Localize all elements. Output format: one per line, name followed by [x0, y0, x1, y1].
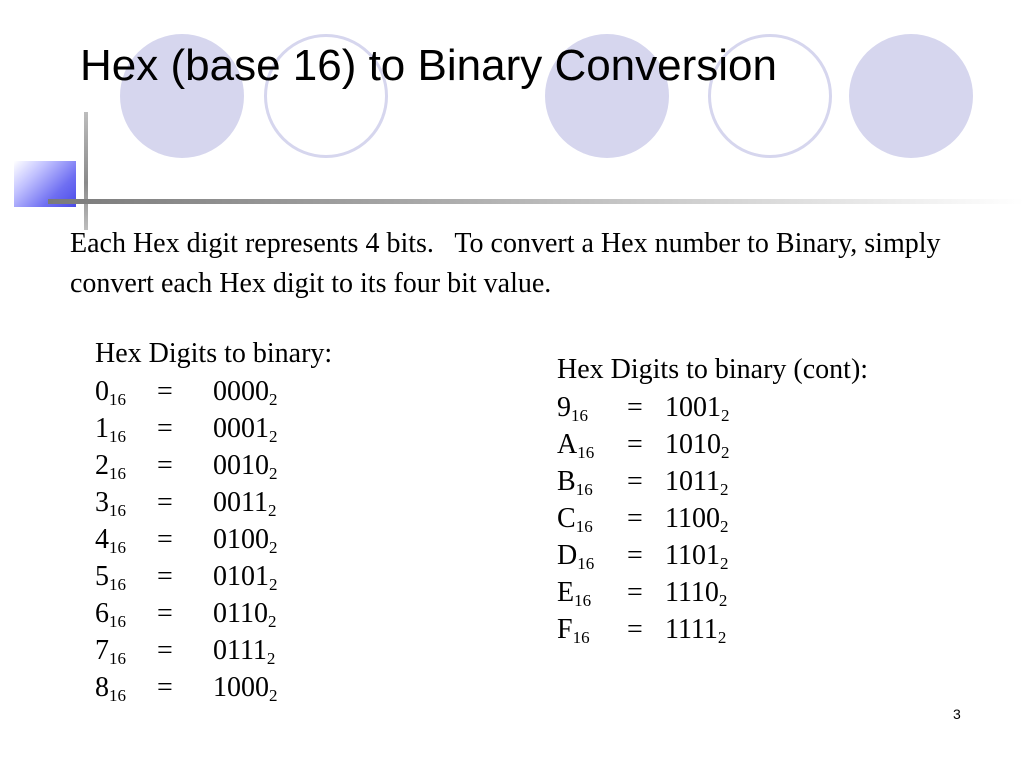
binary-value [213, 413, 278, 445]
binary-digits: 1100 [665, 503, 720, 534]
hex-value: 8 [95, 672, 109, 703]
table-rows [95, 372, 332, 705]
equals-sign: = [627, 503, 643, 534]
hex-value: B [557, 466, 576, 497]
hex-digit [95, 672, 126, 704]
hex-base: 16 [574, 591, 592, 610]
table-row [95, 372, 332, 409]
page-number: 3 [953, 706, 961, 722]
equals-sign: = [157, 487, 173, 518]
hex-base: 16 [109, 538, 126, 557]
equals-sign: = [157, 561, 173, 592]
vertical-divider [84, 112, 88, 230]
hex-value: 2 [95, 450, 109, 481]
hex-base: 16 [109, 575, 126, 594]
intro-paragraph: Each Hex digit represents 4 bits. To convert a Hex number to Binary, simply convert each Hex digit to its four bit value. [70, 228, 948, 299]
hex-value: 7 [95, 635, 109, 666]
binary-value [665, 614, 726, 646]
hex-digit [95, 524, 126, 556]
binary-base: 2 [719, 480, 729, 499]
binary-digits: 1010 [665, 429, 721, 460]
binary-value [213, 524, 278, 556]
binary-value [213, 561, 278, 593]
binary-digits: 0100 [213, 524, 269, 555]
binary-base: 2 [269, 390, 278, 409]
table-row [557, 499, 868, 536]
binary-value [665, 392, 730, 424]
binary-value [665, 429, 730, 461]
binary-digits: 1110 [665, 577, 719, 608]
binary-base: 2 [269, 464, 278, 483]
binary-base: 2 [269, 575, 278, 594]
binary-value [213, 672, 278, 704]
binary-value [213, 487, 276, 519]
binary-digits: 0011 [213, 487, 268, 518]
binary-base: 2 [719, 554, 729, 573]
hex-base: 16 [109, 501, 126, 520]
equals-sign: = [157, 413, 173, 444]
equals-sign: = [157, 598, 173, 629]
hex-value: 4 [95, 524, 109, 555]
hex-digit [557, 466, 593, 498]
hex-value: 0 [95, 376, 109, 407]
equals-sign: = [157, 672, 173, 703]
binary-value [213, 376, 278, 408]
hex-table-left [95, 336, 332, 705]
binary-base: 2 [717, 628, 727, 647]
binary-base: 2 [721, 443, 730, 462]
binary-digits: 0110 [213, 598, 268, 629]
binary-value [213, 635, 275, 667]
binary-digits: 1101 [665, 540, 720, 571]
horizontal-divider [48, 199, 1024, 204]
table-row [95, 594, 332, 631]
hex-base: 16 [109, 464, 126, 483]
binary-digits: 0010 [213, 450, 269, 481]
equals-sign: = [627, 429, 643, 460]
table-row [557, 610, 868, 647]
table-row [557, 462, 868, 499]
hex-digit [557, 392, 588, 424]
hex-base: 16 [575, 480, 593, 499]
table-row [95, 557, 332, 594]
binary-base: 2 [719, 517, 729, 536]
hex-base: 16 [109, 649, 126, 668]
equals-sign: = [627, 466, 643, 497]
hex-digit [95, 598, 126, 630]
table-row [557, 536, 868, 573]
equals-sign: = [627, 392, 643, 423]
binary-value [665, 503, 728, 535]
hex-base: 16 [109, 390, 126, 409]
binary-digits: 0000 [213, 376, 269, 407]
equals-sign: = [627, 577, 643, 608]
equals-sign: = [627, 540, 643, 571]
binary-base: 2 [721, 406, 730, 425]
hex-value: 9 [557, 392, 571, 423]
binary-digits: 1011 [665, 466, 720, 497]
binary-digits: 0101 [213, 561, 269, 592]
hex-digit [95, 376, 126, 408]
hex-base: 16 [571, 406, 588, 425]
binary-base: 2 [718, 591, 728, 610]
hex-digit [95, 413, 126, 445]
equals-sign: = [157, 450, 173, 481]
table-row [557, 425, 868, 462]
hex-base: 16 [572, 628, 590, 647]
table-heading: Hex Digits to binary (cont): [557, 354, 869, 385]
hex-base: 16 [109, 427, 126, 446]
equals-sign: = [157, 524, 173, 555]
hex-digit [95, 561, 126, 593]
equals-sign: = [157, 376, 173, 407]
hex-base: 16 [575, 517, 593, 536]
binary-digits: 0111 [213, 635, 267, 666]
decorative-circle-filled [849, 34, 973, 158]
binary-digits: 1001 [665, 392, 721, 423]
binary-value [665, 466, 728, 498]
hex-digit [557, 577, 591, 609]
binary-digits: 1000 [213, 672, 269, 703]
hex-value: 6 [95, 598, 109, 629]
hex-value: 1 [95, 413, 109, 444]
hex-base: 16 [109, 686, 126, 705]
hex-value: E [557, 577, 575, 608]
hex-value: A [557, 429, 578, 460]
binary-base: 2 [267, 612, 277, 631]
binary-base: 2 [269, 538, 278, 557]
table-row [95, 668, 332, 705]
hex-base: 16 [109, 612, 126, 631]
hex-value: 5 [95, 561, 109, 592]
binary-value [213, 598, 276, 630]
hex-digit [557, 614, 590, 646]
binary-base: 2 [269, 686, 278, 705]
binary-value [665, 577, 727, 609]
binary-digits: 0001 [213, 413, 269, 444]
hex-value: 3 [95, 487, 109, 518]
hex-value: C [557, 503, 576, 534]
hex-table-right [557, 352, 868, 647]
table-row [95, 446, 332, 483]
binary-value [213, 450, 278, 482]
hex-digit [557, 540, 594, 572]
table-row [557, 388, 868, 425]
table-row [557, 573, 868, 610]
binary-value [665, 540, 728, 572]
hex-digit [95, 635, 126, 667]
hex-digit [557, 429, 594, 461]
hex-base: 16 [577, 443, 595, 462]
hex-value: D [557, 540, 578, 571]
binary-base: 2 [266, 649, 276, 668]
table-row [95, 483, 332, 520]
table-row [95, 520, 332, 557]
hex-digit [95, 450, 126, 482]
binary-base: 2 [269, 427, 278, 446]
equals-sign: = [627, 614, 643, 645]
table-heading: Hex Digits to binary: [95, 338, 333, 369]
slide-title: Hex (base 16) to Binary Conversion [80, 41, 777, 90]
hex-value: F [557, 614, 573, 645]
binary-digits: 1111 [665, 614, 718, 645]
table-row [95, 631, 332, 668]
binary-base: 2 [267, 501, 277, 520]
hex-base: 16 [577, 554, 595, 573]
hex-digit [557, 503, 593, 535]
table-row [95, 409, 332, 446]
hex-digit [95, 487, 126, 519]
table-rows [557, 388, 868, 647]
equals-sign: = [157, 635, 173, 666]
